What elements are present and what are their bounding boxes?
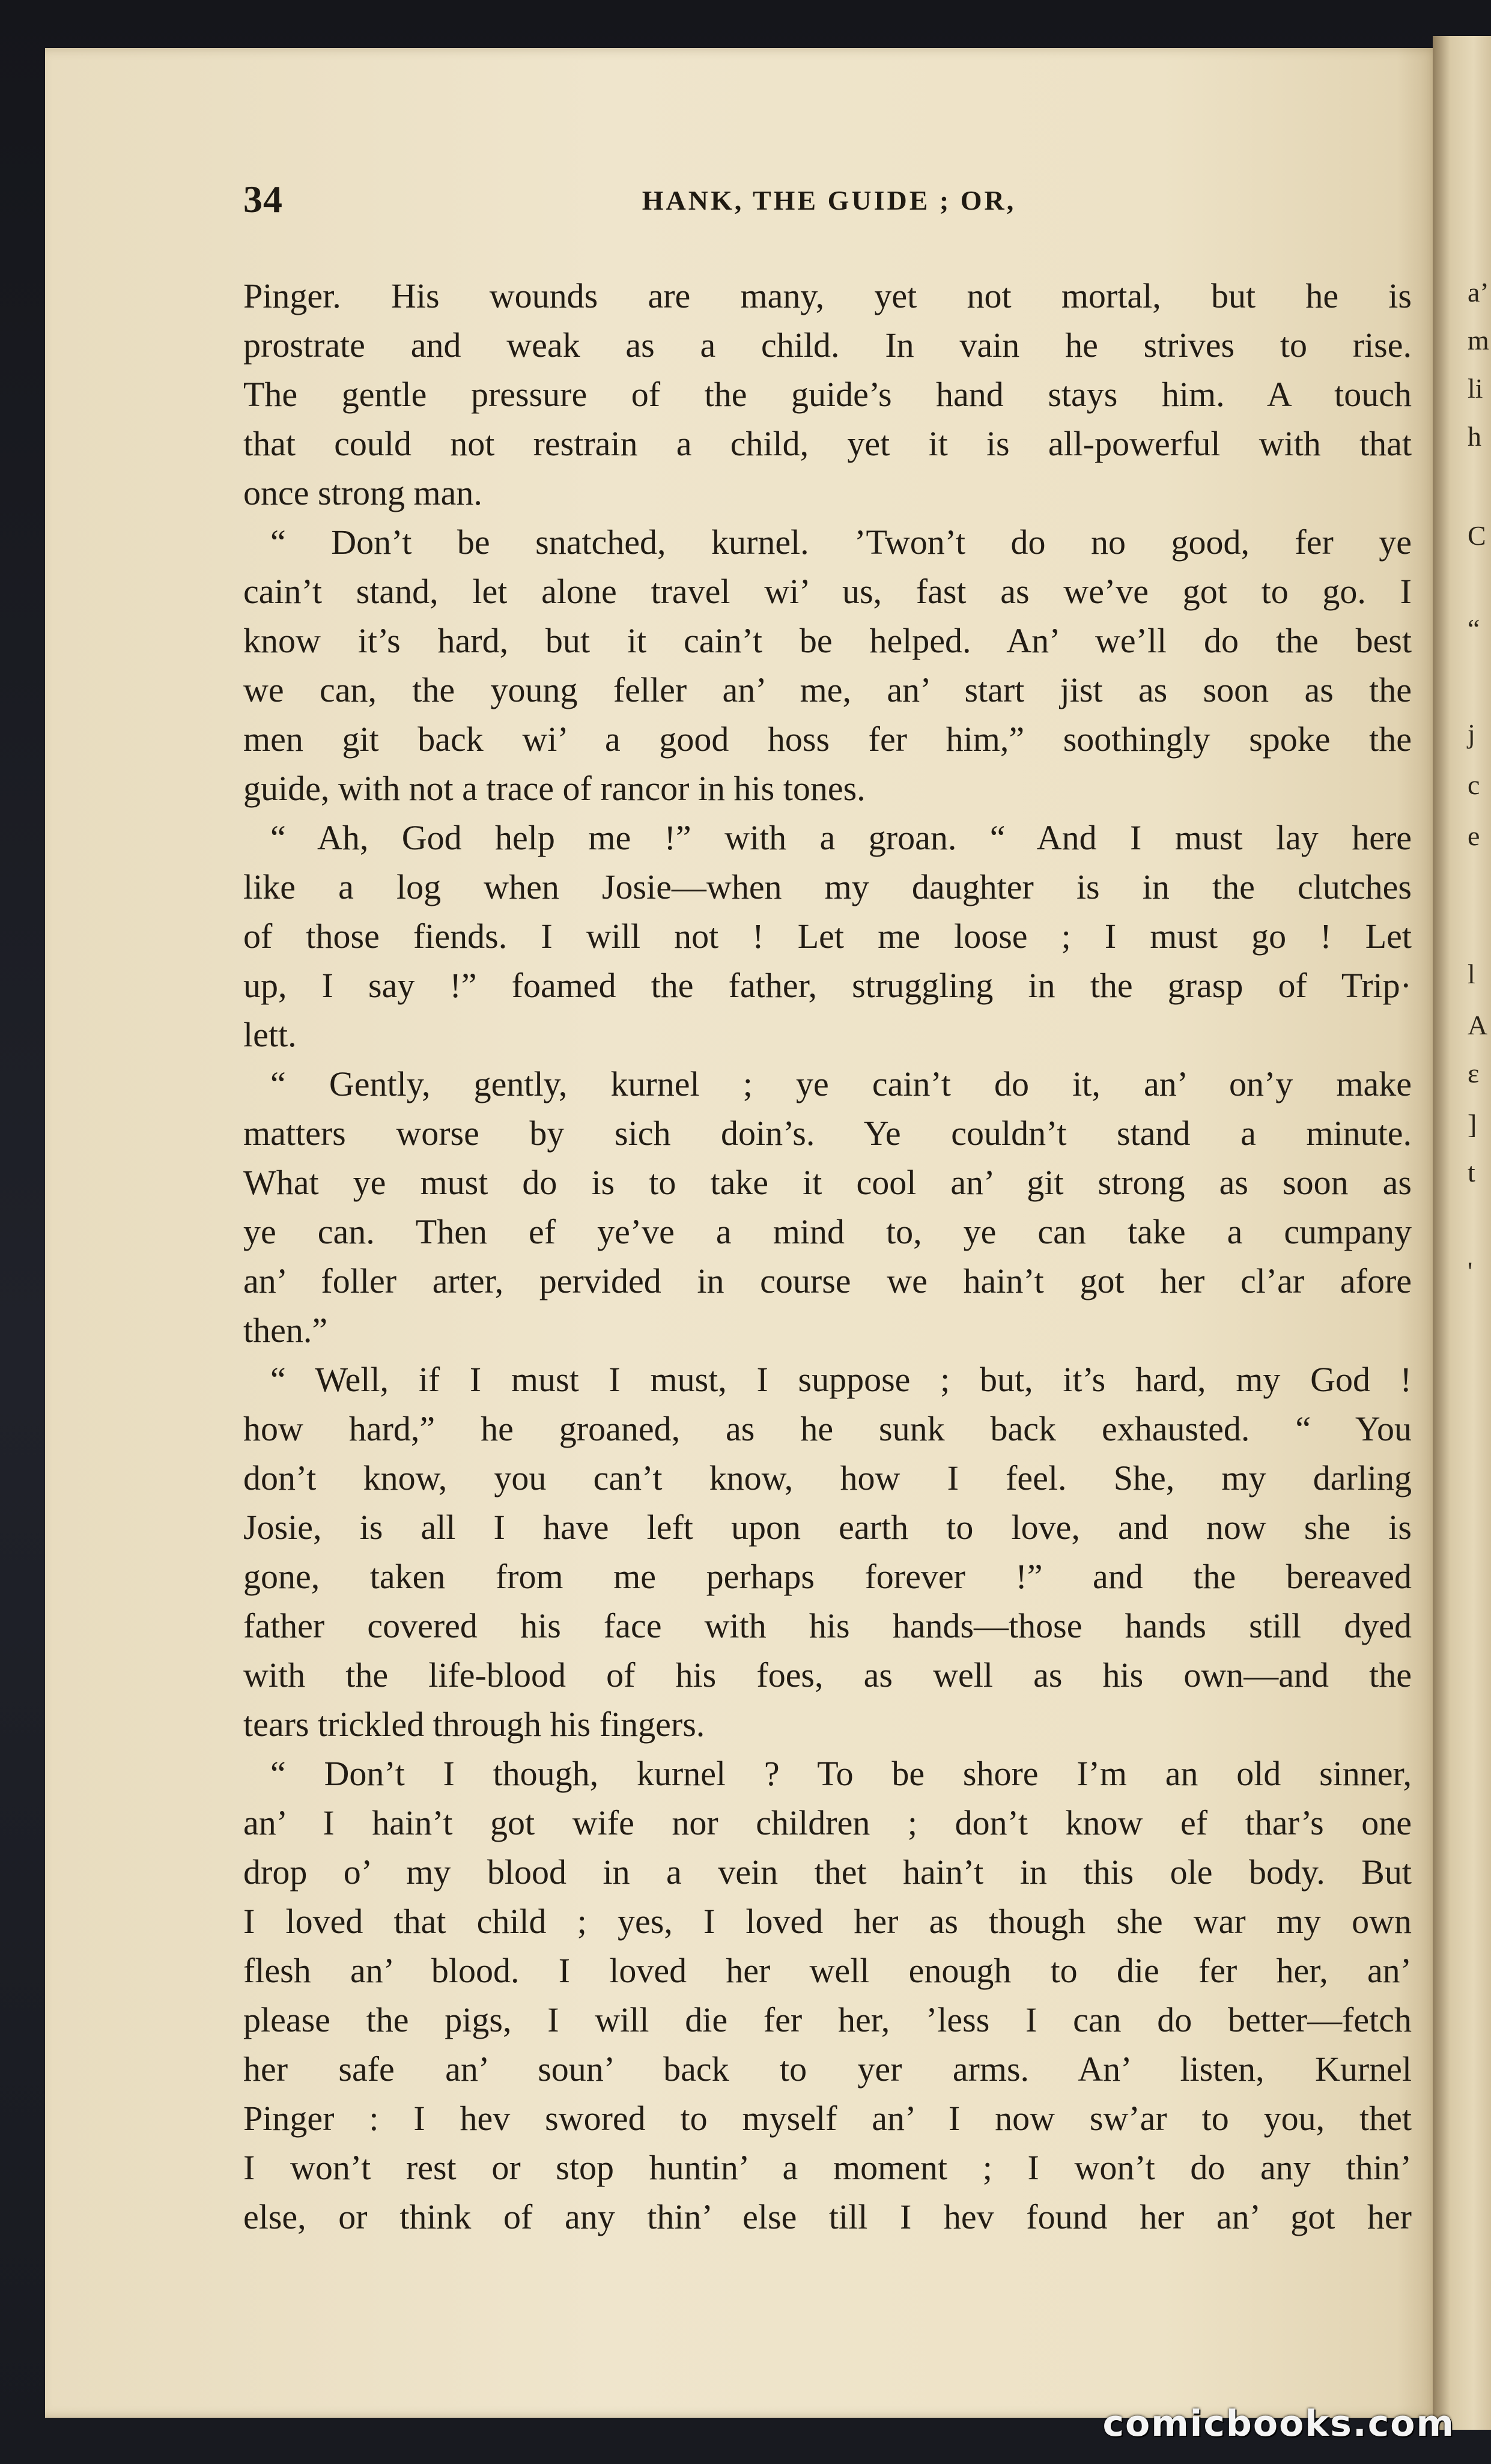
body-text [243,272,1412,2242]
text-line: “ Ah, God help me !” with a groan. “ And I must lay here [270,818,1412,857]
facing-page-fragment: ɛ [1468,1058,1480,1088]
text-line: cain’t stand, let alone travel wi’ us, fast as we’ve got to go. I [243,572,1412,611]
text-line: matters worse by sich doin’s. Ye couldn’t stand a minute. [243,1114,1412,1153]
page-number: 34 [243,178,283,220]
text-line: “ Don’t I though, kurnel ? To be shore I’m an old sinner, [270,1754,1412,1793]
text-line: don’t know, you can’t know, how I feel. She, my darling [243,1458,1412,1498]
text-line: of those fiends. I will not ! Let me loose ; I must go ! Let [243,917,1412,956]
text-line: I loved that child ; yes, I loved her as though she war my own [243,1902,1412,1941]
text-line: tears trickled through his fingers. [243,1705,705,1744]
facing-page-fragment: m [1468,325,1489,356]
facing-page-fragment: h [1468,421,1481,452]
text-line: Pinger : I hev swored to myself an’ I now sw’ar to you, thet [243,2099,1412,2138]
text-line: then.” [243,1311,328,1350]
text-line: Josie, is all I have left upon earth to love, and now she is [243,1508,1412,1547]
text-line: once strong man. [243,473,482,512]
facing-page-edge [1433,36,1491,2430]
text-line: gone, taken from me perhaps forever !” and the bereaved [243,1557,1412,1596]
facing-page-fragment: ] [1468,1109,1477,1139]
text-line: we can, the young feller an’ me, an’ start jist as soon as the [243,670,1412,709]
text-line: please the pigs, I will die fer her, ’less I can do better—fetch [243,2000,1412,2039]
text-line: like a log when Josie—when my daughter is in the clutches [243,867,1412,906]
facing-page-fragment: c [1468,769,1480,800]
text-line: men git back wi’ a good hoss fer him,” soothingly spoke the [243,720,1412,759]
text-line: guide, with not a trace of rancor in his tones. [243,769,866,808]
facing-page-fragment: j [1468,718,1475,749]
facing-page-fragment: a’ [1468,277,1489,308]
text-line: an’ I hain’t got wife nor children ; don’t know ef thar’s one [243,1803,1412,1842]
watermark: comicbooks.com [1102,2403,1455,2445]
text-line: up, I say !” foamed the father, struggling in the grasp of Trip· [243,966,1412,1005]
text-line: flesh an’ blood. I loved her well enough to die fer her, an’ [243,1951,1412,1990]
text-line: “ Well, if I must I must, I suppose ; but, it’s hard, my God ! [270,1360,1412,1399]
facing-page-fragment: “ [1468,613,1480,644]
facing-page-fragment: ' [1468,1256,1473,1287]
text-line: else, or think of any thin’ else till I hev found her an’ got her [243,2197,1412,2236]
facing-page-fragment: li [1468,373,1483,404]
facing-page-fragment: l [1468,959,1475,989]
text-line: prostrate and weak as a child. In vain he strives to rise. [243,326,1412,365]
text-line: know it’s hard, but it cain’t be helped. An’ we’ll do the best [243,621,1412,660]
text-line: I won’t rest or stop huntin’ a moment ; I won’t do any thin’ [243,2148,1412,2187]
text-line: an’ foller arter, pervided in course we hain’t got her cl’ar afore [243,1261,1412,1300]
text-line: lett. [243,1015,297,1054]
text-line: “ Don’t be snatched, kurnel. ’Twon’t do no good, fer ye [270,523,1412,562]
text-line: her safe an’ soun’ back to yer arms. An’ listen, Kurnel [243,2050,1412,2089]
text-line: drop o’ my blood in a vein thet hain’t in this ole body. But [243,1853,1412,1892]
running-head: HANK, THE GUIDE ; OR, [642,185,1016,216]
facing-page-fragment: A [1468,1010,1488,1040]
text-line: ye can. Then ef ye’ve a mind to, ye can take a cumpany [243,1212,1412,1251]
text-line: that could not restrain a child, yet it is all-powerful with that [243,424,1412,463]
facing-page-fragment: e [1468,821,1480,851]
text-line: What ye must do is to take it cool an’ git strong as soon as [243,1163,1412,1202]
text-line: “ Gently, gently, kurnel ; ye cain’t do it, an’ on’y make [270,1064,1412,1103]
facing-page-fragment: t [1468,1157,1475,1188]
page-header [243,177,1415,225]
text-line: Pinger. His wounds are many, yet not mortal, but he is [243,276,1412,315]
text-line: father covered his face with his hands—those hands still dyed [243,1606,1412,1645]
text-line: how hard,” he groaned, as he sunk back exhausted. “ You [243,1409,1412,1448]
text-line: with the life-blood of his foes, as well as his own—and the [243,1655,1412,1695]
text-line: The gentle pressure of the guide’s hand stays him. A touch [243,375,1412,414]
facing-page-fragment: C [1468,520,1486,551]
